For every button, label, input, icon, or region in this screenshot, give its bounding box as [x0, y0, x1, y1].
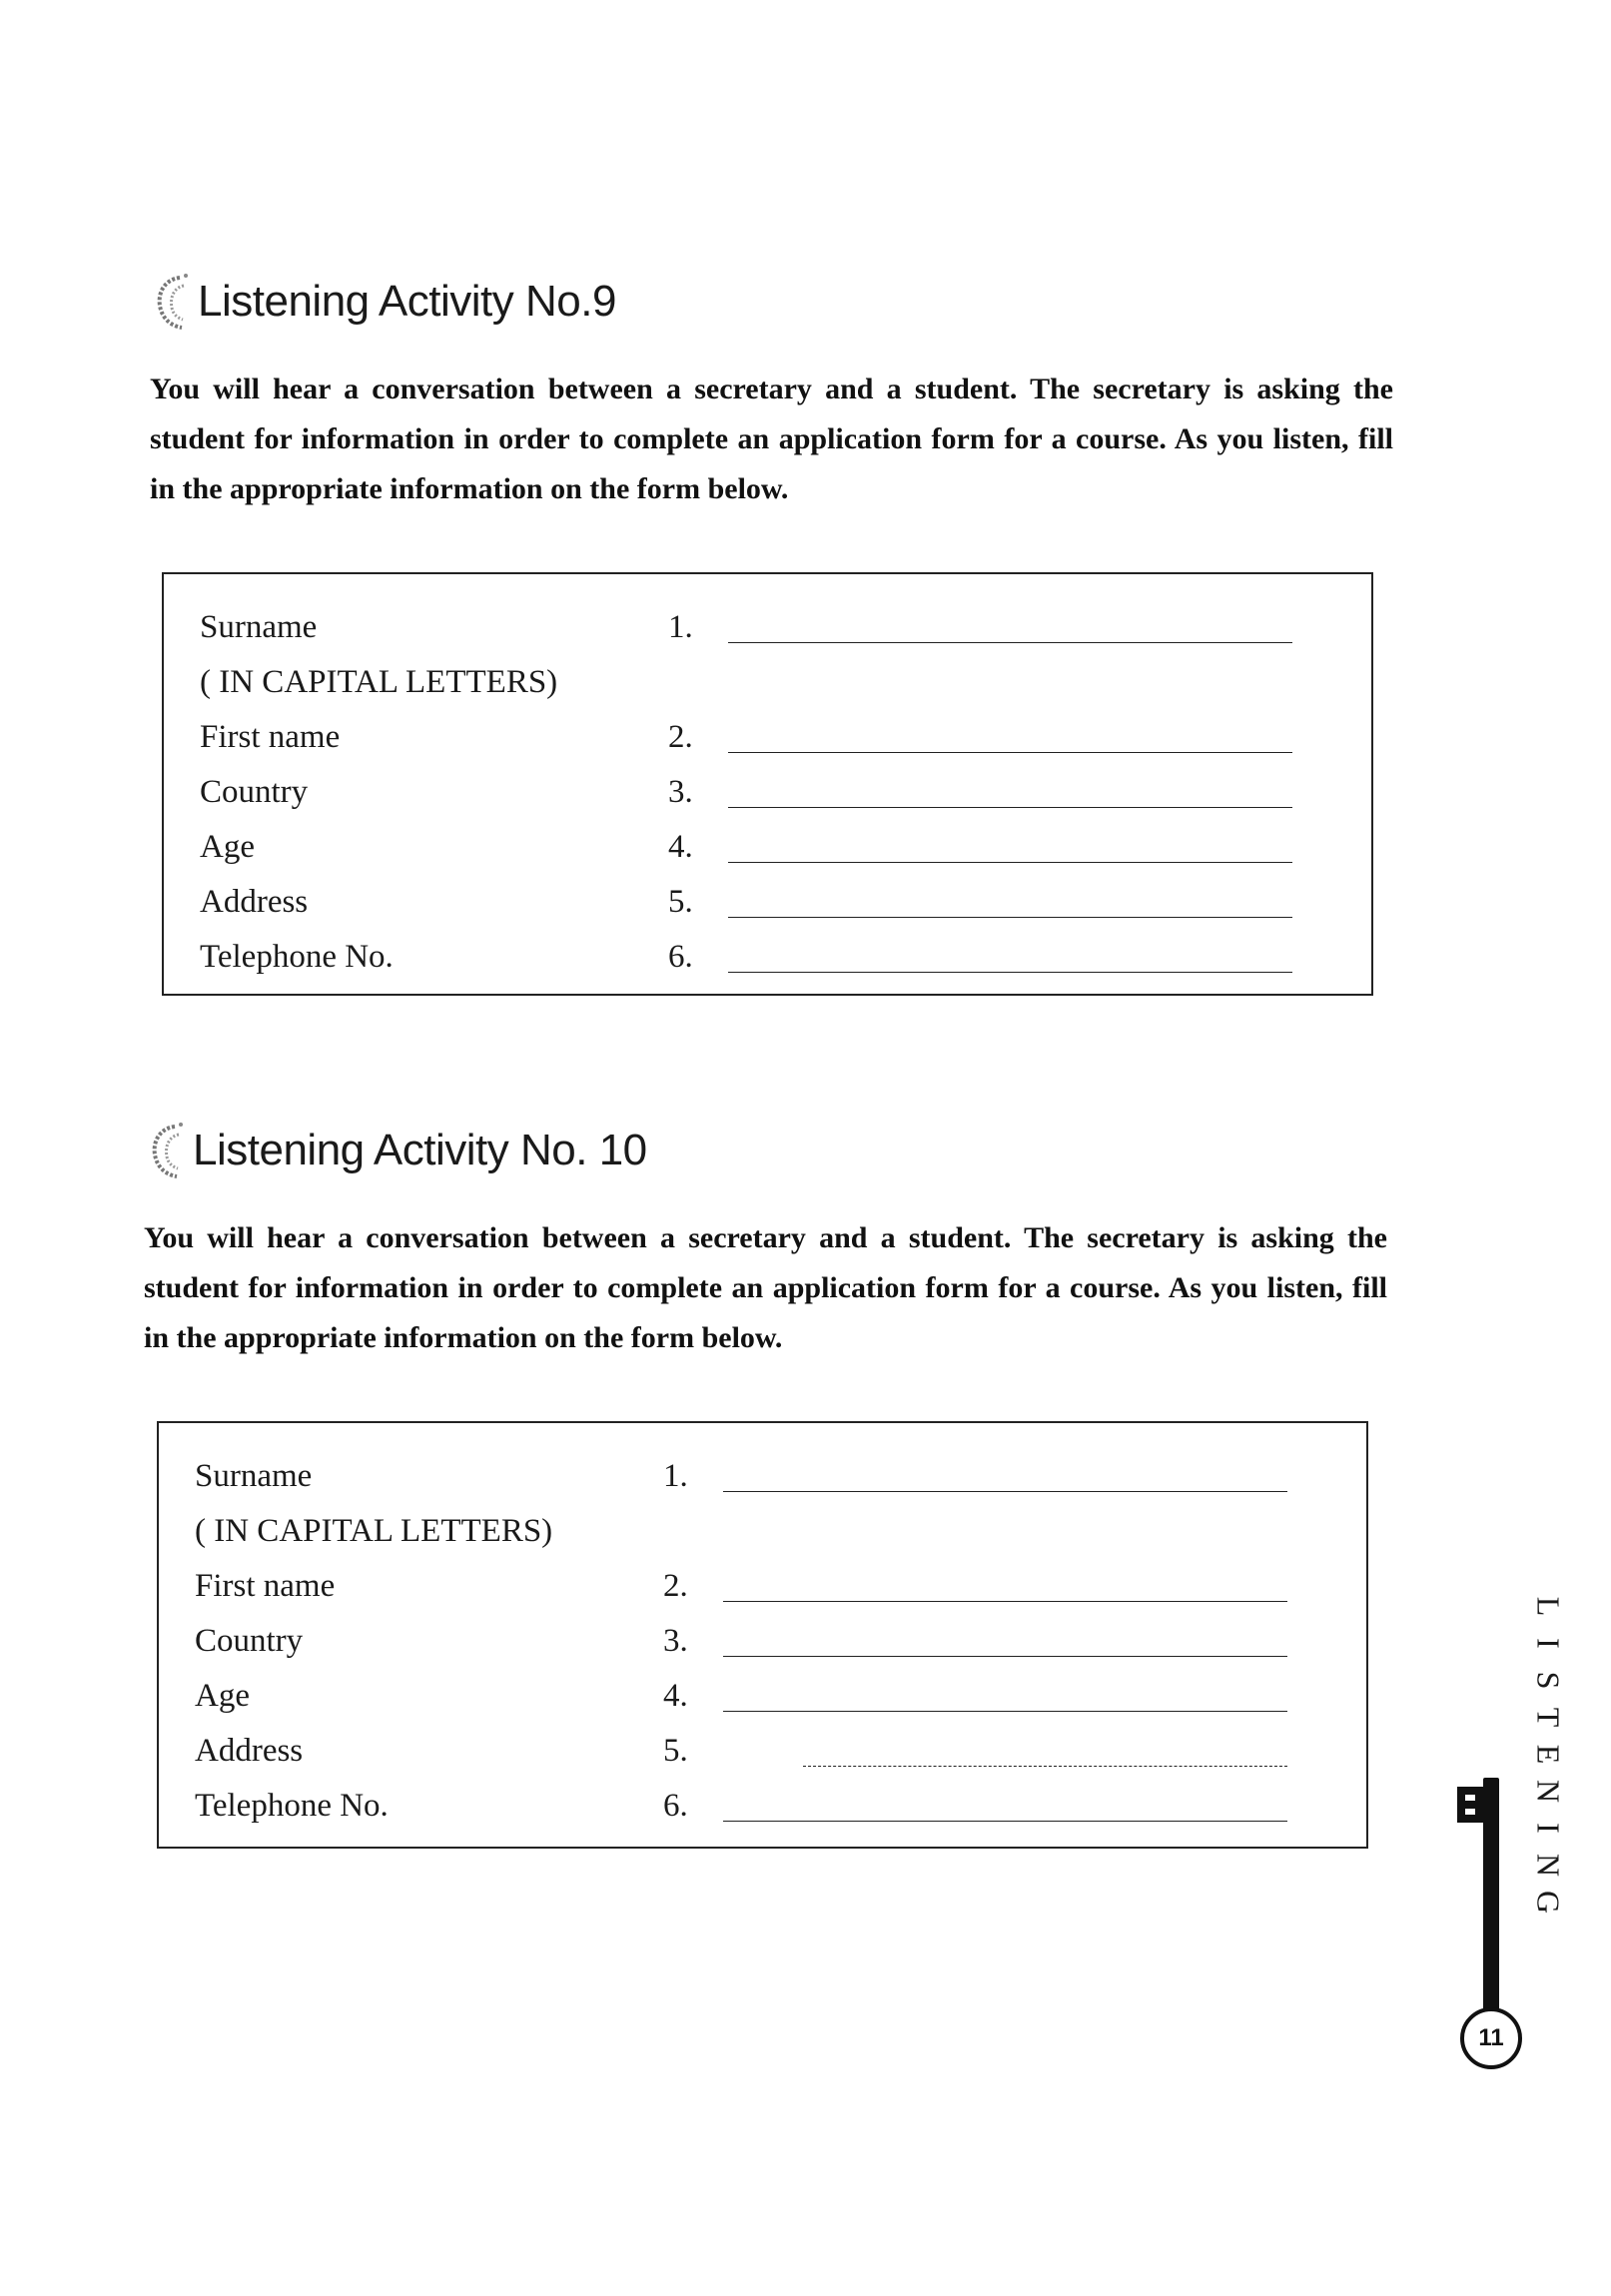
field-number: 6. — [663, 1788, 688, 1824]
form-row-country — [159, 1614, 1366, 1668]
page-number-badge — [1460, 2007, 1522, 2069]
field-number: 2. — [663, 1568, 688, 1604]
form-row-capital-note — [159, 1504, 1366, 1558]
answer-line[interactable] — [723, 1821, 1287, 1822]
answer-line[interactable] — [803, 1766, 1287, 1767]
section-label-letter: G — [1530, 1890, 1567, 1914]
form-row-address — [164, 875, 1371, 929]
field-label: Age — [195, 1678, 250, 1714]
page-number: 11 — [1478, 2024, 1504, 2051]
answer-line[interactable] — [728, 752, 1292, 753]
answer-line[interactable] — [728, 917, 1292, 918]
field-label: First name — [200, 719, 341, 755]
field-label: Address — [200, 884, 309, 920]
field-label: Surname — [195, 1458, 313, 1494]
field-number: 3. — [663, 1623, 688, 1659]
activity-title: Listening Activity No.9 — [198, 277, 616, 326]
field-number: 4. — [668, 829, 693, 865]
field-number: 1. — [663, 1458, 688, 1494]
field-number: 5. — [663, 1733, 688, 1769]
section-label-letter: N — [1530, 1779, 1567, 1804]
field-label: Country — [200, 774, 309, 810]
answer-line[interactable] — [723, 1711, 1287, 1712]
answer-line[interactable] — [723, 1601, 1287, 1602]
answer-line[interactable] — [728, 862, 1292, 863]
field-label: Address — [195, 1733, 304, 1769]
field-label: Telephone No. — [195, 1788, 389, 1824]
answer-line[interactable] — [723, 1491, 1287, 1492]
section-label-letter: L — [1530, 1596, 1567, 1617]
application-form — [157, 1421, 1368, 1849]
form-row-telephone — [164, 930, 1371, 984]
field-label: ( IN CAPITAL LETTERS) — [195, 1513, 553, 1549]
form-row-first-name — [164, 710, 1371, 764]
answer-line[interactable] — [723, 1656, 1287, 1657]
section-label-letter: I — [1530, 1823, 1567, 1834]
field-number: 5. — [668, 884, 693, 920]
field-label: ( IN CAPITAL LETTERS) — [200, 664, 558, 700]
field-number: 6. — [668, 939, 693, 975]
field-label: Country — [195, 1623, 304, 1659]
activity-instructions: You will hear a conversation between a secretary and a student. The secretary is asking the student for information in order to complete an application form for a course. As you listen, fill in the appropriate information on the form below. — [144, 1221, 1387, 1354]
activity-heading — [150, 272, 616, 332]
form-row-age — [159, 1669, 1366, 1723]
application-form — [162, 572, 1373, 996]
form-row-age — [164, 820, 1371, 874]
answer-line[interactable] — [728, 642, 1292, 643]
section-label-letter: I — [1530, 1638, 1567, 1649]
field-label: Age — [200, 829, 255, 865]
form-row-first-name — [159, 1559, 1366, 1613]
form-row-country — [164, 765, 1371, 819]
field-number: 2. — [668, 719, 693, 755]
field-label: Surname — [200, 609, 318, 645]
field-label: Telephone No. — [200, 939, 394, 975]
activity-instructions: You will hear a conversation between a secretary and a student. The secretary is asking the student for information in order to complete an application form for a course. As you listen, fill in the appropriate information on the form below. — [150, 373, 1393, 505]
answer-line[interactable] — [728, 972, 1292, 973]
section-side-tab — [1423, 1538, 1573, 2097]
section-label-letter: S — [1530, 1671, 1567, 1690]
field-number: 1. — [668, 609, 693, 645]
form-row-address — [159, 1724, 1366, 1778]
ear-icon — [145, 1121, 187, 1180]
section-mark-icon — [1453, 1783, 1489, 1853]
ear-icon — [150, 272, 192, 332]
section-label-letter: E — [1530, 1744, 1567, 1765]
field-label: First name — [195, 1568, 336, 1604]
form-row-capital-note — [164, 655, 1371, 709]
form-row-surname — [159, 1449, 1366, 1503]
section-label-letter: T — [1530, 1707, 1567, 1728]
field-number: 4. — [663, 1678, 688, 1714]
section-label-letter: N — [1530, 1853, 1567, 1878]
answer-line[interactable] — [728, 807, 1292, 808]
activity-heading — [145, 1121, 647, 1180]
section-label — [1528, 1588, 1568, 1914]
form-row-telephone — [159, 1779, 1366, 1833]
field-number: 3. — [668, 774, 693, 810]
activity-title: Listening Activity No. 10 — [193, 1126, 647, 1174]
form-row-surname — [164, 600, 1371, 654]
